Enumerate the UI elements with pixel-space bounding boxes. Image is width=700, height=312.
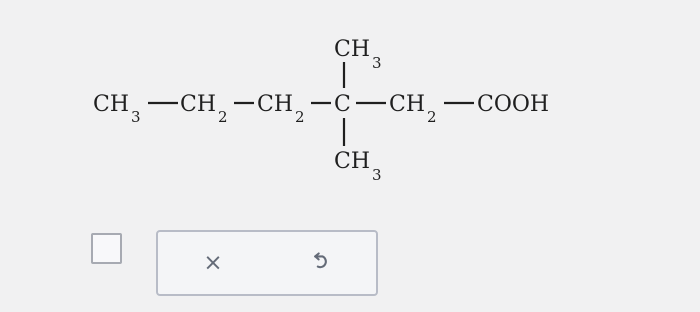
ch3-left-text: CH bbox=[93, 92, 130, 117]
central-carbon-text: C bbox=[334, 92, 351, 117]
action-panel bbox=[156, 230, 378, 296]
undo-icon bbox=[308, 252, 330, 274]
ch3-bottom-text: CH bbox=[334, 149, 371, 174]
ch2-second-subscript: 2 bbox=[295, 108, 305, 126]
ch3-left-subscript: 3 bbox=[131, 108, 141, 126]
ch2-first-text: CH bbox=[180, 92, 217, 117]
ch2-third-text: CH bbox=[389, 92, 426, 117]
ch3-top-subscript: 3 bbox=[372, 54, 382, 72]
cooh-text: COOH bbox=[477, 92, 550, 117]
ch3-bottom-subscript: 3 bbox=[372, 166, 382, 184]
undo-button[interactable] bbox=[303, 247, 335, 279]
close-icon: × bbox=[203, 249, 223, 276]
ch2-third-subscript: 2 bbox=[427, 108, 437, 126]
clear-button[interactable] bbox=[197, 247, 229, 279]
ch2-second-text: CH bbox=[257, 92, 294, 117]
ch2-first-subscript: 2 bbox=[218, 108, 228, 126]
answer-checkbox[interactable] bbox=[91, 233, 122, 264]
ch3-top-text: CH bbox=[334, 37, 371, 62]
